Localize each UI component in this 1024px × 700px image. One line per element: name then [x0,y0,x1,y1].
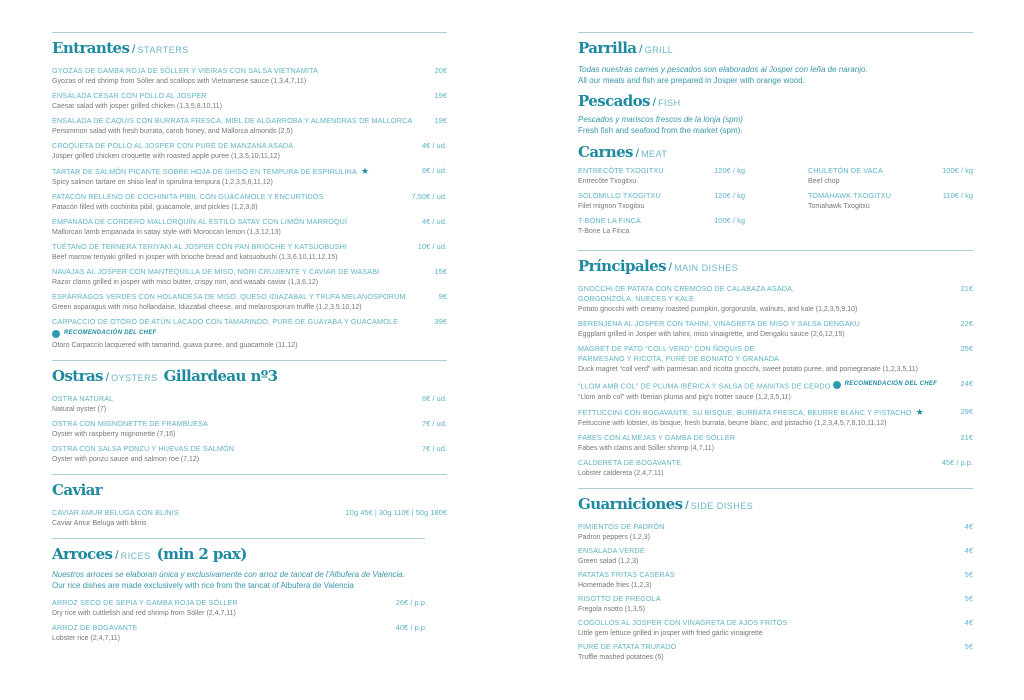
item-name-text: RISOTTO DE FREGOLA [578,593,661,603]
section-parrilla [578,38,973,241]
item-row [52,292,447,302]
item-name [578,379,960,392]
title-es: Guarniciones [578,494,683,513]
item-row [52,267,447,277]
menu-item [52,292,447,313]
item-row [52,91,447,101]
menu-item [578,166,745,187]
divider [52,360,447,361]
section-entrantes [52,38,447,351]
item-description: T-Bone La Finca [578,228,630,235]
item-price: 4€ / ud. [421,141,447,150]
item-row [578,458,973,468]
item-name [578,344,806,364]
item-row [52,394,447,404]
title-es: Arroces [52,545,113,563]
item-name-text: CALDERETA DE BOGAVANTE [578,457,682,467]
item-name [52,267,434,277]
item-name [578,458,942,468]
menu-item [52,141,447,162]
title-es: Príncipales [578,257,666,275]
item-name [52,217,422,227]
section-title: Parrilla / GRILL [578,39,674,57]
item-name-text: TUÉTANO DE TERNERA TERIYAKI AL JOSPER CON PAN BRIOCHE Y KATSUOBUSHI [52,242,348,251]
item-name [578,166,714,176]
item-description: Entrecôte Txogitxu [578,178,637,185]
item-price: 25€ [960,344,973,353]
item-row [808,191,973,201]
chef-badge-icon [52,330,60,338]
item-name [52,598,396,608]
title-es: Caviar [52,481,103,499]
item-price: 26€ / p.p. [395,598,427,607]
item-description: Oyster with ponzu sauce and salmon roe (7,12) [52,456,200,463]
menu-item [52,267,447,288]
item-name-text: ENTRECÔTE TXOGITXU [578,166,664,175]
item-price: 10€ / ud. [417,242,447,251]
item-description: Truffle mashed potatoes (5) [578,653,664,661]
item-description: Gyozas of red shrimp from Sóller and scallops with Vietnamese sauce (1,3,4,7,11) [52,78,307,85]
meat-list-left [578,166,745,241]
item-name [52,394,422,404]
item-name-text: ENSALADA VERDE [578,545,645,555]
item-price: 7€ / ud. [421,444,447,453]
item-row [808,166,973,176]
item-name [52,141,422,151]
item-name-text: PURÉ DE PATATA TRUFADO [578,641,677,651]
item-description: Caesar salad with josper grilled chicken (1,3,5,8,10,11) [52,103,222,110]
item-name [52,444,422,454]
divider [578,488,973,489]
item-name [578,191,714,201]
item-price: 15€ [434,267,447,276]
chef-recommendation-badge [833,379,938,390]
menu-list [578,522,973,663]
item-name [52,292,439,302]
item-description: Fregola risotto (1,3,5) [578,605,645,613]
item-price: 4€ [964,617,973,627]
item-name [52,116,434,126]
item-name [578,618,965,628]
section-guarniciones [578,494,973,663]
menu-item [578,344,973,375]
menu-item [578,191,745,212]
section-title: Entrantes / STARTERS [52,39,189,57]
menu-item [578,407,973,429]
title-en: STARTERS [137,45,189,55]
menu-item [578,570,973,591]
right-column [578,32,973,672]
note-en: Our rice dishes are made exclusively with rice from the tancat of Albufera de Valencia [52,581,354,590]
chef-badge-icon [833,381,841,389]
note-es: Nuestros arroces se elaboran única y exclusivamente con arroz de tancat de l'Albufera de Valencia. [52,570,405,579]
item-price: 45€ / p.p. [941,457,973,467]
item-description: Homemade fries (1,2,3) [578,581,652,589]
note-es: Pescados y mariscos frescos de la lonja (spm) [578,115,743,124]
menu-item [808,166,973,187]
item-name-text: T-BONE LA FINCA [578,216,641,225]
section-caviar [52,480,447,529]
menu-item [578,546,973,567]
menu-item [578,319,973,340]
item-name [52,91,434,101]
item-name-text: FETTUCCINI CON BOGAVANTE, SU BISQUE, BURRATA FRESCA, BEURRE BLANC Y PISTACHO [578,407,912,417]
item-name-text: TARTAR DE SALMÓN PICANTE SOBRE HOJA DE SHISO EN TEMPURA DE ESPIRULINA [52,167,357,176]
title-en: RICES [120,551,151,561]
item-description: Eggplant grilled in Josper with tahini, miso vinaigrette, and Dengaku sauce (2,6,12,15) [578,331,845,338]
fish-note [578,114,973,136]
item-name-text: ENSALADA DE CAQUIS CON BURRATA FRESCA, MIEL DE ALGARROBA Y ALMENDRAS DE MALLORCA [52,116,413,125]
item-row [578,570,973,580]
menu-item [52,116,447,137]
item-description: Josper grilled chicken croquette with roasted apple puree (1,3,5,10,11,12) [52,153,280,160]
item-description: Lobster caldereta (2,4,7,11) [578,469,664,477]
item-name [578,284,806,304]
section-title-carnes: Carnes / MEAT [578,143,668,161]
menu-item [578,618,973,639]
item-name-text: OSTRA CON MIGNONETTE DE FRAMBUESA [52,419,208,428]
item-description: Dry rice with cuttlefish and red shrimp from Sóller (2,4,7,11) [52,610,236,617]
item-description: Little gem lettuce grilled in josper with fried garlic vinaigrette [578,629,763,637]
section-title: Ostras / OYSTERS Gillardeau nº3 [52,367,278,385]
item-description: Spicy salmon tartare on shiso leaf in spirulina tempura (1,2,3,5,6,11,12) [52,179,273,186]
item-name-text: PATATAS FRITAS CASERAS [578,569,675,579]
item-description: Green asparagus with miso hollandaise, Idiazabal cheese, and melanosporum truffle (1,2,3,5,10,12) [52,304,362,311]
item-name-text: CAVIAR AMUR BELUGA CON BLINIS [52,508,179,517]
item-price: 24€ [960,379,973,388]
title-es: Carnes [578,143,633,161]
item-row [52,192,447,202]
section-title [52,480,447,500]
item-row [578,216,745,226]
menu-list [52,508,447,529]
item-name-text: ARROZ DE BOGAVANTE [52,623,138,632]
item-name-text: COGOLLOS AL JOSPER CON VINAGRETA DE AJOS FRITOS [578,617,788,627]
item-name-text: ESPÁRRAGOS VERDES CON HOLANDESA DE MISO, QUESO IDIAZABAL Y TRUFA MELANOSPORUM [52,292,406,301]
menu-item [52,66,447,87]
menu-list [578,284,973,479]
rice-note [52,569,447,591]
item-name-text: NAVAJAS AL JOSPER CON MANTEQUILLA DE MISO, NORI CRUJIENTE Y CAVIAR DE WASABI [52,267,380,276]
item-price: 7€ / ud. [421,419,447,428]
menu-item [52,508,447,529]
divider [578,250,973,251]
item-price: 40€ / p.p. [395,623,427,632]
item-price: 5€ [964,641,973,651]
item-price: 4€ [964,521,973,531]
item-name [52,192,412,202]
title-es: Pescados [578,92,650,110]
divider [52,32,447,33]
item-name-text: CARPACCIO DE OTORO DE ATÚN LACADO CON TAMARINDO, PURÉ DE GUAYABA Y GUACAMOLE [52,317,399,326]
item-description: Mallorcan lamb empanada in satay style with Moroccan lemon (1,3,12,13) [52,229,281,236]
item-name-text: ARROZ SECO DE SEPIA Y GAMBA ROJA DE SÓLLER [52,598,238,607]
star-icon: ★ [915,406,924,417]
item-name-text: TOMAHAWK TXOGITXU [808,191,892,200]
section-title: Guarniciones / SIDE DISHES [578,494,754,513]
title-extra: Gillardeau nº3 [163,367,278,385]
chef-recommendation-badge [52,328,447,339]
item-row [578,191,745,201]
item-row [578,594,973,604]
chef-badge-label: RECOMENDACIÓN DEL CHEF [844,381,938,387]
item-name [52,623,396,633]
item-price: 21€ [960,432,973,442]
item-name [578,433,960,443]
title-en: OYSTERS [111,373,158,383]
grill-note [578,64,973,86]
item-name [578,407,960,418]
item-price: 19€ [434,116,447,125]
title-es: Ostras [52,367,103,385]
item-name [808,191,943,201]
item-description: Filet mignon Txogitxu [578,203,645,210]
item-name [52,166,422,177]
title-en: MAIN DISHES [674,263,739,273]
item-name-text: “LLOM AMB COL” DE PLUMA IBÉRICA Y SALSA DE MANITAS DE CERDO [578,381,831,391]
meat-grid [578,166,973,241]
item-row [578,546,973,556]
left-column [52,32,447,653]
item-price: 21€ [960,284,973,293]
divider [578,32,973,33]
menu-item [578,284,973,315]
menu-list [52,394,447,465]
section-principales [578,256,973,479]
item-row [578,618,973,628]
item-name-text: PATACÓN RELLENO DE COCHINITA PIBIL CON GUACAMOLE Y ENCURTIDOS [52,192,324,201]
note-en: All our meats and fish are prepared in Josper with orange wood. [578,76,805,85]
menu-item [578,433,973,454]
item-name [808,166,942,176]
menu-item [578,642,973,663]
item-price: 9€ [438,292,447,301]
item-name-text: OSTRA CON SALSA PONZU Y HUEVAS DE SALMÓN [52,444,235,453]
note-en: Fresh fish and seafood from the market (spm). [578,126,743,135]
divider [52,474,447,475]
item-price: 6€ / ud. [421,394,447,403]
item-name-text: CROQUETA DE POLLO AL JOSPER CON PURÉ DE MANZANA ASADA [52,141,294,150]
item-name-text: GNOCCHI DE PATATA CON CREMOSO DE CALABAZA ASADA, GORGONZOLA, NUECES Y KALE [578,284,795,303]
item-name-text: EMPANADA DE CORDERO MALLORQUÍN AL ESTILO SATAY CON LIMÓN MARROQUÍ [52,217,348,226]
divider [52,538,425,539]
item-name-text: BERENJENA AL JOSPER CON TAHINI, VINAGRETA DE MISO Y SALSA DENGAKU [578,319,861,328]
item-name [52,66,434,76]
item-name-text: GYOZAS DE GAMBA ROJA DE SÓLLER Y VIEIRAS CON SALSA VIETNAMITA [52,66,318,75]
menu-item [578,216,745,237]
item-name [52,242,418,252]
item-description: Fettuccine with lobster, its bisque, fresh burrata, beurre blanc, and pistachio (1,2,3,4,5,7,8,10,11,12) [578,419,887,427]
section-title: Arroces / RICES (min 2 pax) [52,545,247,563]
item-row [52,166,447,177]
menu-item [52,91,447,112]
item-description: Beef marrow teriyaki grilled in josper with brioche bread and katsuobushi (1,3,6,10,11,12,15) [52,254,338,261]
item-row [52,116,447,126]
item-row [52,444,447,454]
section-ostras [52,366,447,465]
item-description: Caviar Amur Beluga with blinis [52,520,147,527]
item-price: 110€ / kg [942,191,973,200]
title-es: Parrilla [578,39,637,57]
item-description: Persimmon salad with fresh burrata, carob honey, and Mallorca almonds (2,5) [52,128,293,135]
item-row [52,623,427,633]
item-price: 19€ [434,91,447,100]
item-description: Beef chop [808,178,840,185]
menu-item [808,191,973,212]
menu-item [578,379,973,403]
item-name [578,594,965,604]
item-row [52,141,447,151]
item-price: 7,50€ / ud. [411,192,447,201]
item-price: 20€ [434,66,447,75]
item-description: Lobster rice (2,4,7,11) [52,635,120,642]
menu-item [52,444,447,465]
item-name [578,546,965,556]
menu-item [52,217,447,238]
menu-item [578,522,973,543]
title-en: SIDE DISHES [690,500,754,511]
item-row [52,217,447,227]
item-description: Green salad (1,2,3) [578,557,639,565]
menu-item [578,458,973,479]
item-description: Padron peppers (1,2,3) [578,533,650,541]
item-description: “Llom amb col” with Iberian pluma and pig's trotter sauce (1,2,3,5,11) [578,393,791,401]
title-en: MEAT [641,149,668,159]
item-row [578,319,973,329]
item-description: Fabes with clams and Sóller shrimp (4,7,11) [578,444,715,452]
item-name-text: SOLOMILLO TXOGITXU [578,191,661,200]
section-arroces [52,544,447,644]
title-en: GRILL [644,45,674,55]
item-row [578,642,973,652]
item-name-text: ENSALADA CÉSAR CON POLLO AL JOSPER [52,91,207,100]
item-name-text: PIMIENTOS DE PADRÓN [578,521,665,531]
item-row [52,317,447,327]
item-price: 39€ [434,317,447,326]
item-row [52,242,447,252]
menu-item [52,242,447,263]
item-price: 5€ [964,593,973,603]
menu-item [52,598,427,619]
item-price: 5€ [964,569,973,579]
item-description: Patacón filled with cochinita pibil, guacamole, and pickles (1,2,3,8) [52,204,258,211]
menu-item [52,394,447,415]
note-es: Todas nuestras carnes y pescados son elaborados al Josper con leña de naranjo. [578,65,868,74]
item-row [52,598,427,608]
item-row [578,407,973,418]
item-name [52,419,422,429]
menu-item [578,594,973,615]
item-row [578,344,973,364]
item-description: Razor clams grilled in josper with miso butter, crispy nori, and wasabi caviar (1,3,6,12) [52,279,319,286]
item-row [52,419,447,429]
section-title-pescados: Pescados / FISH [578,92,681,110]
item-name [52,317,434,327]
item-name [578,319,960,329]
item-row [578,522,973,532]
title-es: Entrantes [52,39,130,57]
item-price: 120€ / kg [714,166,745,175]
section-title: Príncipales / MAIN DISHES [578,257,739,275]
item-price: 4€ [964,545,973,555]
item-price: 100€ / kg [714,216,745,225]
item-description: Potato gnocchi with creamy roasted pumpkin, gorgonzola, walnuts, and kale (1,2,3,5,9,10) [578,306,858,313]
meat-list-right [745,166,973,241]
item-name [578,570,965,580]
item-description: Tomahawk Txogitxu [808,203,870,210]
menu-item [52,166,447,188]
item-description: Oyster with raspberry mignonette (7,16) [52,431,176,438]
item-row [578,379,973,392]
menu-item [52,192,447,213]
chef-badge-label: RECOMENDACIÓN DEL CHEF [64,330,157,336]
item-name-text: FABES CON ALMEJAS Y GAMBA DE SÓLLER [578,432,736,442]
item-price: 120€ / kg [714,191,745,200]
item-name [578,522,965,532]
item-price: 29€ [960,406,973,416]
item-name [578,216,714,226]
item-row [52,508,447,518]
menu-list [52,66,447,351]
menu-item [52,623,427,644]
title-en: FISH [658,98,681,108]
item-price: 100€ / kg [942,166,973,175]
item-name-text: MAGRET DE PATO “COLL VERD” CON ÑOQUIS DE PARMESANO Y RICOTA, PURÉ DE BONIATO Y GRANADA [578,344,779,363]
item-name-text: CHULETÓN DE VACA [808,166,883,175]
item-price: 22€ [960,319,973,328]
item-name [578,642,965,652]
star-icon: ★ [360,166,370,176]
title-extra: (min 2 pax) [156,545,247,563]
item-row [578,166,745,176]
item-description: Otoro Carpaccio lacquered with tamarind, guava puree, and guacamole (11,12) [52,342,298,349]
item-description: Natural oyster (7) [52,406,107,413]
item-name-text: OSTRA NATURAL [52,394,114,403]
item-description: Duck magret “coll verd” with parmesan and ricotta gnocchi, sweet potato puree, and pomegranate (1,2,3,5,11) [578,366,918,373]
item-name [52,508,346,518]
item-price: 10g 45€ | 30g 110€ | 50g 180€ [345,508,447,517]
menu-list [52,598,427,644]
item-row [578,433,973,443]
menu-item [52,419,447,440]
item-row [578,284,973,304]
item-row [52,66,447,76]
item-price: 6€ / ud. [421,166,447,175]
item-price: 4€ / ud. [421,217,447,226]
menu-item [52,317,447,351]
